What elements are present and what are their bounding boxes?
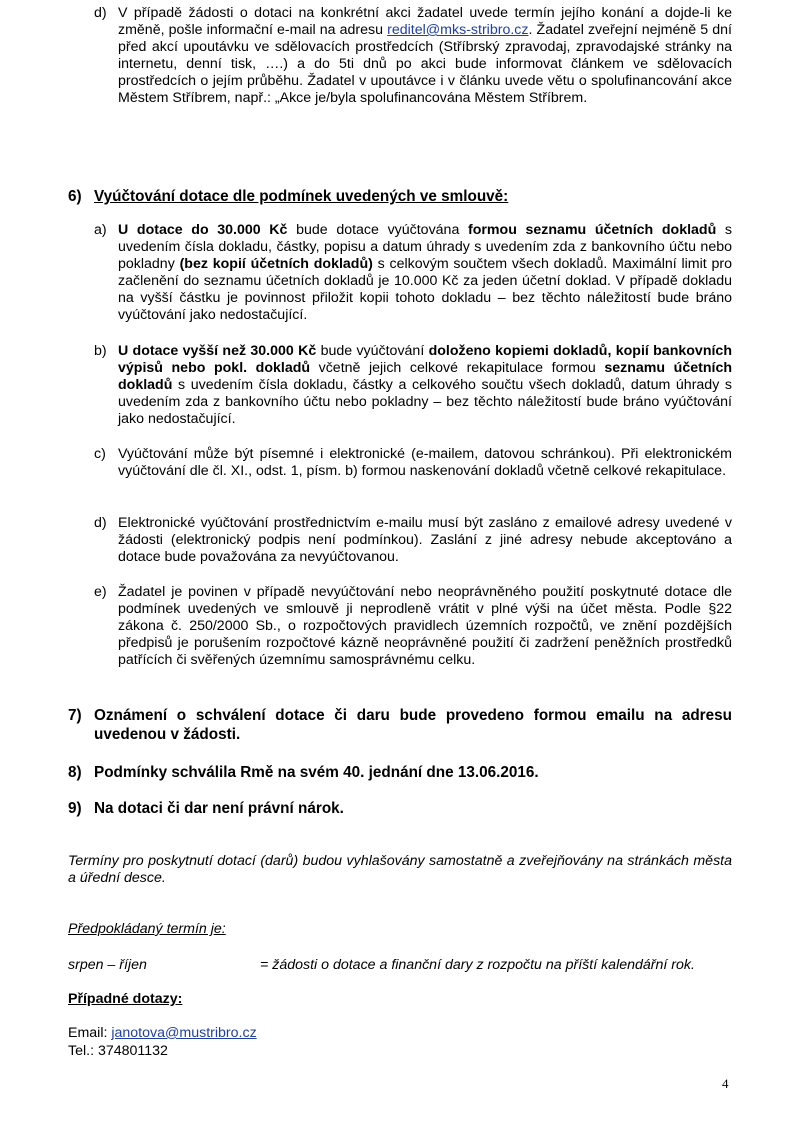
list-item-text: V případě žádosti o dotaci na konkrétní akci žadatel uvede termín jejího konání a dojde-li ke změně, pošle informační e-mail na adresu reditel@mks-stribro.cz. Žadatel zveřejní nejméně 5 dní před akcí upoutávku ve sdělovacích prostředcích (Stříbrský zpravodaj, zpravodajské stránky na internetu, denní tisk, ….) a do 5ti dnů po akci bude informovat článkem ve sdělovacích prostředcích o jejím průběhu. Žadatel v upoutávce i v článku uvede větu o spolufinancování akce Městem Stříbrem, např.: „Akce je/byla spolufinancována Městem Stříbrem.	[118, 5, 732, 107]
terms-note: Termíny pro poskytnutí dotací (darů) budou vyhlašovány samostatně a zveřejňovány na stránkách města a úřední desce.	[68, 853, 732, 887]
list-marker: e)	[94, 584, 107, 600]
contact-phone-line: Tel.: 374801132	[68, 1043, 168, 1059]
expected-term-heading: Předpokládaný termín je:	[68, 921, 226, 937]
document-page: d) V případě žádosti o dotaci na konkrétní akci žadatel uvede termín jejího konání a dojde-li ke změně, pošle informační e-mail na adresu reditel@mks-stribro.cz. Žadatel zveřejní nejméně 5 dní před akcí upoutávku ve sdělovacích prostředcích (Stříbrský zpravodaj, zpravodajské stránky na internetu, denní tisk, ….) a do 5ti dnů po akci bude informovat článkem ve sdělovacích prostředcích o jejím průběhu. Žadatel v upoutávce i v článku uvede větu o spolufinancování akce Městem Stříbrem, např.: „Akce je/byla spolufinancována Městem Stříbrem. 6) Vyúčtování dotace dle podmínek uvedených ve smlouvě: a) U dotace do 30.000 Kč bude dotace vyúčtována formou seznamu účetních dokladů s uvedením čísla dokladu, částky, popisu a datum úhrady s uvedením zda z bankovního účtu nebo pokladny (bez kopií účetních dokladů) s celkovým součtem všech dokladů. Maximální limit pro začlenění do seznamu účetních dokladů je 10.000 Kč za jeden účetní doklad. V případě dokladu na vyšší částku je povinnost přiložit kopii tohoto dokladu – bez těchto náležitostí bude bráno vyúčtování jako nedostačující. b) U dotace vyšší než 30.000 Kč bude vyúčtování doloženo kopiemi dokladů, kopií bankovních výpisů nebo pokl. dokladů včetně jejich celkové rekapitulace formou seznamu účetních dokladů s uvedením čísla dokladu, částky a celkového součtu všech dokladů, datum úhrady s uvedením zda z bankovního účtu nebo pokladny – bez těchto náležitostí bude bráno vyúčtování jako nedostačující. c) Vyúčtování může být písemné i elektronické (e-mailem, datovou schránkou). Při elektronickém vyúčtování dle čl. XI., odst. 1, písm. b) formou naskenování dokladů včetně celkové rekapitulace. d) Elektronické vyúčtování prostřednictvím e-mailu musí být zasláno z emailové adresy uvedené v žádosti (elektronický podpis není podmínkou). Zaslání z jiné adresy nebude akceptováno a dotace bude považována za nevyúčtovanou. e) Žadatel je povinen v případě nevyúčtování nebo neoprávněného použití poskytnuté dotace dle podmínek uvedených ve smlouvě ji neprodleně vrátit v plné výši na účet města. Podle §22 zákona č. 250/2000 Sb., o rozpočtových pravidlech územních rozpočtů, ve znění pozdějších předpisů je porušením rozpočtové kázně neoprávněné použití či zadržení peněžních prostředků patřících či svěřených územnímu samosprávnému celku. 7) Oznámení o schválení dotace či daru bude provedeno formou emailu na adresu uvedenou v žádosti. 8) Podmínky schválila Rmě na svém 40. jednání dne 13.06.2016. 9) Na dotaci či dar není právní nárok. Termíny pro poskytnutí dotací (darů) budou vyhlašovány samostatně a zveřejňovány na stránkách města a úřední desce. Předpokládaný termín je: srpen – říjen = žádosti o dotace a finanční dary z rozpočtu na příští kalendářní rok. Případné dotazy: Email: janotova@mustribro.cz Tel.: 374801132 4	[68, 5, 733, 1091]
contact-email-line: Email: janotova@mustribro.cz	[68, 1025, 257, 1041]
list-marker: d)	[94, 515, 107, 531]
list-marker: b)	[94, 343, 107, 359]
term-description: = žádosti o dotace a finanční dary z rozpočtu na příští kalendářní rok.	[260, 957, 695, 973]
email-link-reditel[interactable]: reditel@mks-stribro.cz	[387, 22, 529, 39]
list-item-text: U dotace do 30.000 Kč bude dotace vyúčtována formou seznamu účetních dokladů s uvedením čísla dokladu, částky, popisu a datum úhrady s uvedením zda z bankovního účtu nebo pokladny (bez kopií účetních dokladů) s celkovým součtem všech dokladů. Maximální limit pro začlenění do seznamu účetních dokladů je 10.000 Kč za jeden účetní doklad. V případě dokladu na vyšší částku je povinnost přiložit kopii tohoto dokladu – bez těchto náležitostí bude bráno vyúčtování jako nedostačující.	[118, 222, 733, 324]
questions-heading: Případné dotazy:	[68, 991, 183, 1007]
list-item-text: Žadatel je povinen v případě nevyúčtování nebo neoprávněného použití poskytnuté dotace dle podmínek uvedených ve smlouvě ji neprodleně vrátit v plné výši na účet města. Podle §22 zákona č. 250/2000 Sb., o rozpočtových pravidlech územních rozpočtů, ve znění pozdějších předpisů je porušením rozpočtové kázně neoprávněné použití či zadržení peněžních prostředků patřících či svěřených územnímu samosprávnému celku.	[118, 584, 732, 669]
term-period: srpen – říjen	[68, 957, 147, 973]
page-number: 4	[722, 1076, 729, 1091]
list-marker: c)	[94, 446, 106, 462]
list-marker: a)	[94, 222, 107, 238]
list-item-text: U dotace vyšší než 30.000 Kč bude vyúčtování doloženo kopiemi dokladů, kopií bankovních výpisů nebo pokl. dokladů včetně jejich celkové rekapitulace formou seznamu účetních dokladů s uvedením čísla dokladu, částky a celkového součtu všech dokladů, datum úhrady s uvedením zda z bankovního účtu nebo pokladny – bez těchto náležitostí bude bráno vyúčtování jako nedostačující.	[118, 343, 732, 428]
list-item-text: Elektronické vyúčtování prostřednictvím e-mailu musí být zasláno z emailové adresy uvedené v žádosti (elektronický podpis není podmínkou). Zaslání z jiné adresy nebude akceptováno a dotace bude považována za nevyúčtovanou.	[118, 515, 732, 566]
list-item-text: Vyúčtování může být písemné i elektronické (e-mailem, datovou schránkou). Při elektronickém vyúčtování dle čl. XI., odst. 1, písm. b) formou naskenování dokladů včetně celkové rekapitulace.	[118, 446, 732, 480]
phone-number: 374801132	[97, 1043, 168, 1059]
email-link-janotova[interactable]: janotova@mustribro.cz	[111, 1025, 257, 1041]
list-marker: d)	[94, 5, 107, 21]
